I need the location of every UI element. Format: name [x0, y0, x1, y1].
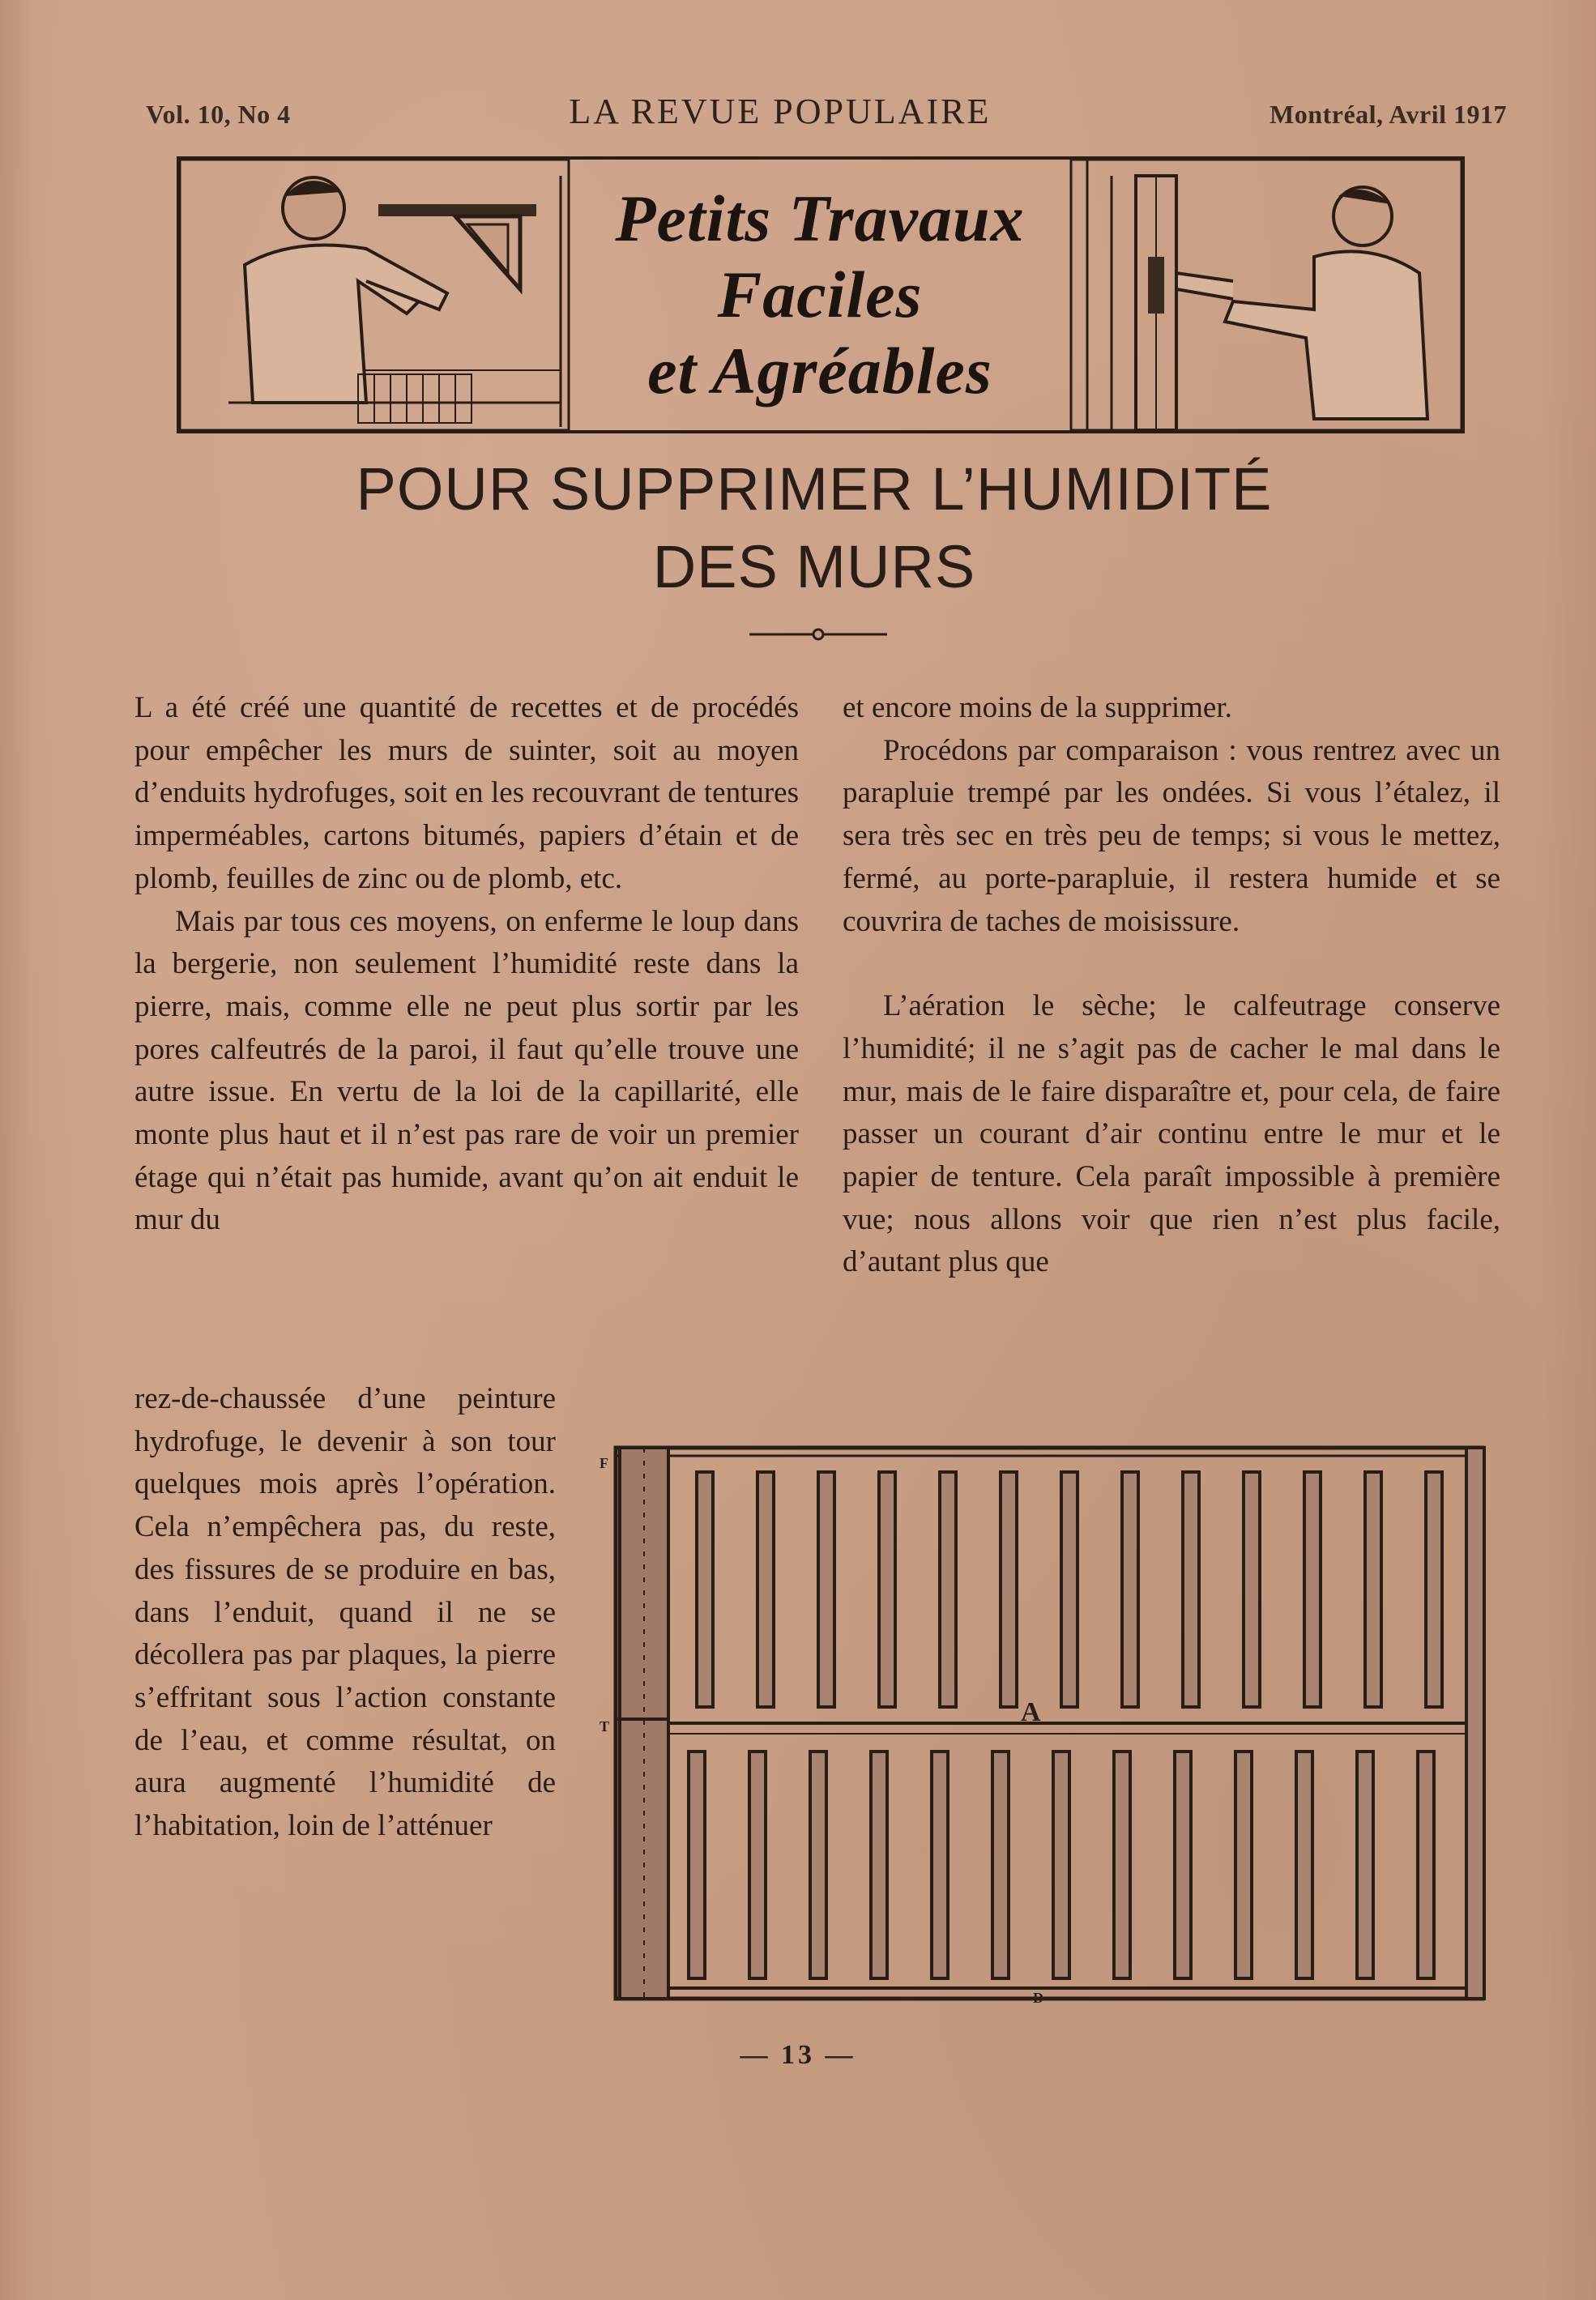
volume-number: Vol. 10, No 4: [146, 100, 291, 129]
paragraph-1-text: L a été créé une quantité de recettes et de procédés pour empêcher les murs de suinter, soit au moyen d’enduits hydrofuges, soit en les recouvrant de tentures imperméables, cartons bitumés, papiers d’étain et de plomb, feuilles de zinc ou de plomb, etc.: [134, 691, 799, 895]
paragraph-5: L’aération le sèche; le calfeutrage conserve l’humidité; il ne s’agit pas de cacher le mal dans le mur, mais de le faire disparaître et, pour cela, de faire passer un courant d’air continu entre le mur et le papier de tenture. Cela paraît impossible à première vue; nous allons voir que rien n’est plus facile, d’autant plus que: [843, 989, 1500, 1279]
wall-lath-diagram: [600, 1436, 1503, 2015]
magazine-title: LA REVUE POPULAIRE: [569, 92, 992, 131]
article-headline: [162, 450, 1466, 606]
label-f: F: [600, 1455, 608, 1471]
column-left-narrow: [134, 1378, 556, 1848]
column-left: [134, 687, 799, 1242]
paragraph-2-continued: rez-de-chaussée d’une peinture hydrofuge, le devenir à son tour quelques mois après l’opération. Cela n’empêchera pas, du reste, des fissures de se produire en bas, dans l’enduit, quand il ne se décollera pas par plaques, la pierre s’effritant sous l’action constante de l’eau, et comme résultat, on aura augmenté l’humidité de l’habitation, loin de l’atténuer: [134, 1382, 556, 1843]
paragraph-4: Procédons par comparaison : vous rentrez avec un parapluie trempé par les ondées. Si vous l’étalez, il sera très sec en très peu de temps; si vous le mettez, fermé, au porte-parapluie, il restera humide et se couvrira de taches de moisissure.: [843, 733, 1500, 938]
paragraph-gap: [843, 943, 1500, 985]
paragraph-1: [134, 687, 799, 901]
headline-line-1: POUR SUPPRIMER L’HUMIDITÉ: [356, 455, 1273, 523]
label-d: D: [1033, 1990, 1043, 2006]
headline-line-2: DES MURS: [652, 533, 976, 600]
label-a: A: [1021, 1697, 1041, 1727]
page-number: — 13 —: [740, 2040, 856, 2070]
running-head: [146, 91, 1507, 139]
banner-title-line-1: Petits Travaux: [615, 181, 1025, 255]
place-date: Montréal, Avril 1917: [1270, 100, 1507, 129]
section-banner: [177, 156, 1465, 433]
column-right: [843, 687, 1500, 1284]
banner-title-line-2: Faciles: [717, 258, 923, 331]
banner-title: [585, 160, 1055, 430]
paragraph-3: et encore moins de la supprimer.: [843, 691, 1232, 724]
banner-title-line-3: et Agréables: [647, 334, 992, 408]
paragraph-2: Mais par tous ces moyens, on enferme le loup dans la bergerie, non seulement l’humidité reste dans la pierre, mais, comme elle ne peut plus sortir par les pores calfeutrés de la paroi, il faut qu’elle trouve une autre issue. En vertu de la loi de la capillarité, elle monte plus haut et il n’est pas rare de voir un premier étage qui n’était pas humide, avant qu’on ait enduit le mur du: [134, 904, 799, 1237]
ornament-divider: [749, 622, 887, 646]
label-t: T: [600, 1718, 610, 1735]
